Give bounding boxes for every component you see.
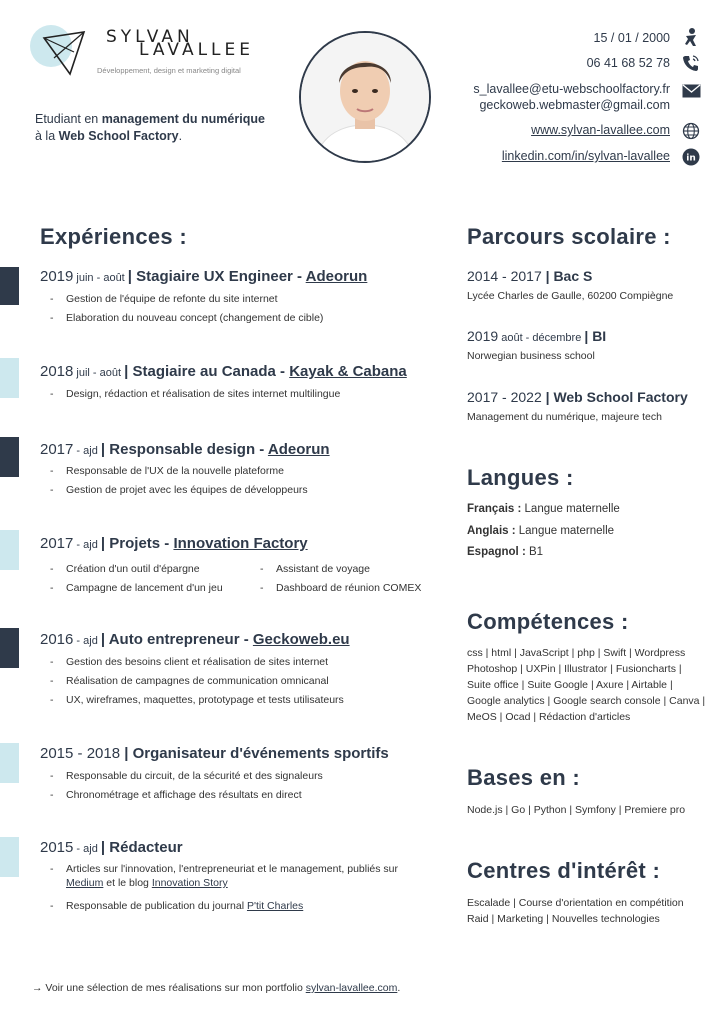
job-bullets-left bbox=[40, 560, 223, 598]
list-item: - Chronométrage et affichage des résultats en direct bbox=[50, 786, 323, 805]
list-item: - Dashboard de réunion COMEX bbox=[260, 579, 421, 598]
side-bar bbox=[0, 437, 19, 477]
side-bar bbox=[0, 530, 19, 570]
language-item: Espagnol : B1 bbox=[467, 546, 544, 558]
email-personal[interactable]: geckoweb.webmaster@gmail.com bbox=[479, 98, 670, 112]
job-bullets bbox=[40, 385, 340, 404]
company-link[interactable]: Kayak & Cabana bbox=[289, 363, 407, 380]
list-item: - Articles sur l'innovation, l'entrepreneuriat et le management, publiés sur Medium et le blog Innovation Story bbox=[50, 862, 425, 890]
job-title: 2015 - ajd | Rédacteur bbox=[40, 839, 183, 856]
svg-text:in: in bbox=[686, 153, 696, 164]
side-bar bbox=[0, 628, 19, 668]
company-link[interactable]: Geckoweb.eu bbox=[252, 631, 350, 648]
job-bullets bbox=[40, 290, 323, 328]
list-item: - Design, rédaction et réalisation de sites internet multilingue bbox=[50, 385, 340, 404]
job-title: 2019 juin - août | Stagiaire UX Engineer - Adeorun bbox=[40, 268, 368, 285]
logo-icon bbox=[40, 28, 88, 76]
intro-text: Etudiant en management du numérique à la Web School Factory. bbox=[35, 112, 265, 143]
mail-icon bbox=[681, 81, 701, 101]
education-title: Parcours scolaire : bbox=[467, 224, 671, 249]
list-item: - Elaboration du nouveau concept (changement de cible) bbox=[50, 309, 323, 328]
education-school: Lycée Charles de Gaulle, 60200 Compiègne bbox=[467, 290, 674, 302]
job-bullets bbox=[40, 653, 344, 710]
phone-number[interactable]: 06 41 68 52 78 bbox=[586, 56, 670, 70]
linkedin-link[interactable]: linkedin.com/in/sylvan-lavallee bbox=[501, 149, 670, 163]
side-bar bbox=[0, 267, 19, 305]
job-title: 2016 - ajd | Auto entrepreneur - Geckoweb.eu bbox=[40, 631, 350, 648]
ptit-charles-link[interactable]: P'tit Charles bbox=[246, 900, 304, 912]
job-title: 2017 - ajd | Projets - Innovation Factory bbox=[40, 535, 308, 552]
side-bar bbox=[0, 837, 19, 877]
list-item: - Création d'un outil d'épargne bbox=[50, 560, 223, 579]
email-school[interactable]: s_lavallee@etu-webschoolfactory.fr bbox=[473, 82, 670, 96]
interests-line-2: Raid | Marketing | Nouvelles technologies bbox=[467, 913, 660, 925]
tagline: Développement, design et marketing digital bbox=[97, 66, 241, 75]
education-item: 2019 août - décembre | BI bbox=[467, 328, 607, 344]
list-item: - Campagne de lancement d'un jeu bbox=[50, 579, 223, 598]
side-bar bbox=[0, 743, 19, 783]
medium-link[interactable]: Medium bbox=[66, 877, 104, 889]
profile-photo bbox=[299, 31, 431, 163]
linkedin-icon bbox=[681, 147, 701, 167]
interests-title: Centres d'intérêt : bbox=[467, 858, 661, 883]
language-item: Anglais : Langue maternelle bbox=[467, 525, 615, 537]
list-item: - Gestion de projet avec les équipes de développeurs bbox=[50, 481, 308, 500]
job-title: 2017 - ajd | Responsable design - Adeorun bbox=[40, 441, 330, 458]
list-item: - Responsable de l'UX de la nouvelle plateforme bbox=[50, 462, 308, 481]
globe-icon bbox=[681, 121, 701, 141]
list-item: - Gestion des besoins client et réalisation de sites internet bbox=[50, 653, 344, 672]
education-school: Norwegian business school bbox=[467, 350, 595, 362]
job-bullets bbox=[40, 767, 323, 805]
name-first: SYLVAN bbox=[106, 27, 194, 47]
education-school: Management du numérique, majeure tech bbox=[467, 411, 662, 423]
job-bullets bbox=[40, 862, 425, 913]
company-link[interactable]: Adeorun bbox=[305, 268, 368, 285]
list-item: - Responsable de publication du journal P'tit Charles bbox=[50, 899, 425, 913]
baby-icon bbox=[681, 27, 701, 47]
job-title: 2018 juil - août | Stagiaire au Canada - Kayak & Cabana bbox=[40, 363, 407, 380]
list-item: - Responsable du circuit, de la sécurité et des signaleurs bbox=[50, 767, 323, 786]
website-link[interactable]: www.sylvan-lavallee.com bbox=[531, 123, 670, 137]
birthdate: 15 / 01 / 2000 bbox=[593, 31, 670, 45]
skills-text: css | html | JavaScript | php | Swift | Wordpress Photoshop | UXPin | Illustrator | Fusioncharts | Suite office | Suite Google | Axure | Airtable | Google analytics | Google search console | Canva | MeOS | Ocad | Rédaction d'articles bbox=[467, 647, 706, 723]
interests-line-1: Escalade | Course d'orientation en compétition bbox=[467, 897, 684, 909]
job-title: 2015 - 2018 | Organisateur d'événements sportifs bbox=[40, 745, 389, 762]
company-link[interactable]: Adeorun bbox=[267, 441, 330, 458]
innovation-story-link[interactable]: Innovation Story bbox=[151, 877, 228, 889]
education-item: 2014 - 2017 | Bac S bbox=[467, 268, 593, 284]
list-item: - Assistant de voyage bbox=[260, 560, 421, 579]
name-last: LAVALLEE bbox=[139, 40, 254, 60]
education-item: 2017 - 2022 | Web School Factory bbox=[467, 389, 688, 405]
languages-title: Langues : bbox=[467, 465, 574, 490]
side-bar bbox=[0, 358, 19, 398]
language-item: Français : Langue maternelle bbox=[467, 503, 620, 515]
list-item: - Gestion de l'équipe de refonte du site internet bbox=[50, 290, 323, 309]
bases-title: Bases en : bbox=[467, 765, 581, 790]
portfolio-link[interactable]: sylvan-lavallee.com bbox=[305, 982, 398, 994]
experiences-title: Expériences : bbox=[40, 224, 187, 249]
footer-note: → Voir une sélection de mes réalisations sur mon portfolio sylvan-lavallee.com. bbox=[32, 982, 401, 994]
phone-icon bbox=[681, 53, 701, 73]
company-link[interactable]: Innovation Factory bbox=[173, 535, 308, 552]
job-bullets bbox=[40, 462, 308, 500]
list-item: - UX, wireframes, maquettes, prototypage et tests utilisateurs bbox=[50, 691, 344, 710]
list-item: - Réalisation de campagnes de communication omnicanal bbox=[50, 672, 344, 691]
job-bullets-right bbox=[250, 560, 421, 598]
bases-text: Node.js | Go | Python | Symfony | Premiere pro bbox=[467, 804, 686, 816]
skills-title: Compétences : bbox=[467, 609, 629, 634]
